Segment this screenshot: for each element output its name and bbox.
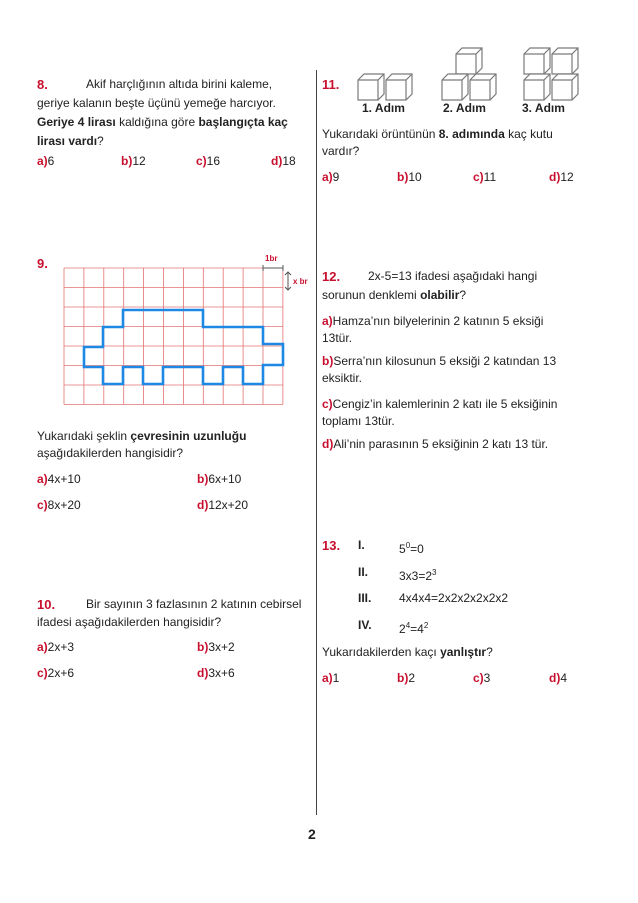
question-text: vardır?	[322, 144, 360, 158]
option-b-cont: eksiktir.	[322, 371, 363, 385]
option-d[interactable]: d)3x+6	[197, 666, 235, 680]
question-text: Akif harçlığının altıda birini kaleme,	[86, 77, 273, 91]
unit-label: 1br	[265, 254, 278, 263]
step-label: 3. Adım	[522, 101, 565, 115]
option-b[interactable]: b)6x+10	[197, 472, 242, 486]
option-c[interactable]: c)2x+6	[37, 666, 75, 680]
grid-figure	[60, 248, 310, 418]
option-a[interactable]: a)6	[37, 154, 55, 168]
option-a[interactable]: a)1	[322, 671, 340, 685]
option-a[interactable]: a)Hamza’nın bilyelerinin 2 katının 5 eksiği	[322, 314, 544, 328]
option-c[interactable]: c)Cengiz’in kalemlerinin 2 katı ile 5 eksiğinin	[322, 397, 558, 411]
option-b[interactable]: b)3x+2	[197, 640, 235, 654]
question-text: Yukarıdaki şeklin çevresinin uzunluğu	[37, 429, 247, 443]
box-pattern	[356, 44, 592, 102]
option-d[interactable]: d)12	[549, 170, 574, 184]
side-label: x br	[293, 277, 308, 286]
statement: $3x3=2^3$	[399, 568, 437, 583]
question-number: 9.	[37, 256, 48, 271]
question-number: 10.	[37, 597, 56, 612]
question-number: 8.	[37, 77, 48, 92]
option-b[interactable]: b)12	[121, 154, 146, 168]
statement: $2^4=4^2$	[399, 621, 429, 636]
option-a[interactable]: a)9	[322, 170, 340, 184]
roman-numeral: IV.	[358, 618, 372, 632]
question-text: ifadesi aşağıdakilerden hangisidir?	[37, 615, 222, 629]
option-b[interactable]: b)2	[397, 671, 416, 685]
statement: 4x4x4=2x2x2x2x2x2	[399, 591, 509, 605]
option-c[interactable]: c)11	[473, 170, 497, 184]
option-d[interactable]: d)12x+20	[197, 498, 249, 512]
page-number: 2	[308, 826, 316, 842]
unit-marker	[263, 265, 291, 290]
option-c[interactable]: c)8x+20	[37, 498, 81, 512]
option-b[interactable]: b)10	[397, 170, 422, 184]
question-number: 13.	[322, 538, 341, 553]
option-b[interactable]: b)Serra’nın kilosunun 5 eksiği 2 katından 13	[322, 354, 557, 368]
statement: $5^0=0$	[399, 541, 424, 556]
column-divider	[316, 70, 317, 815]
roman-numeral: I.	[358, 538, 365, 552]
step-label: 2. Adım	[443, 101, 486, 115]
question-text: Geriye 4 lirası kaldığına göre başlangıçta kaç	[37, 115, 288, 129]
option-a[interactable]: a)4x+10	[37, 472, 81, 486]
question-text: Yukarıdaki örüntünün 8. adımında kaç kutu	[322, 127, 553, 141]
option-a-cont: 13tür.	[322, 331, 353, 345]
question-text: lirası vardı?	[37, 134, 104, 148]
question-text: 2x-5=13 ifadesi aşağıdaki hangi	[368, 269, 538, 283]
question-number: 11.	[322, 77, 340, 92]
question-text: Yukarıdakilerden kaçı yanlıştır?	[322, 645, 493, 659]
roman-numeral: II.	[358, 565, 369, 579]
question-number: 12.	[322, 269, 341, 284]
question-text: geriye kalanın beşte üçünü yemeğe harcıyor.	[37, 96, 276, 110]
option-d[interactable]: d)18	[271, 154, 296, 168]
option-d[interactable]: d)Ali’nin parasının 5 eksiğinin 2 katı 13 tür.	[322, 437, 549, 451]
option-d[interactable]: d)4	[549, 671, 568, 685]
question-text: aşağıdakilerden hangisidir?	[37, 446, 184, 460]
roman-numeral: III.	[358, 591, 372, 605]
step-label: 1. Adım	[362, 101, 405, 115]
question-text: sorunun denklemi olabilir?	[322, 288, 467, 302]
option-c[interactable]: c)16	[196, 154, 221, 168]
option-a[interactable]: a)2x+3	[37, 640, 75, 654]
option-c[interactable]: c)3	[473, 671, 491, 685]
question-text: Bir sayının 3 fazlasının 2 katının cebirsel	[86, 597, 302, 611]
option-c-cont: toplamı 13tür.	[322, 414, 395, 428]
